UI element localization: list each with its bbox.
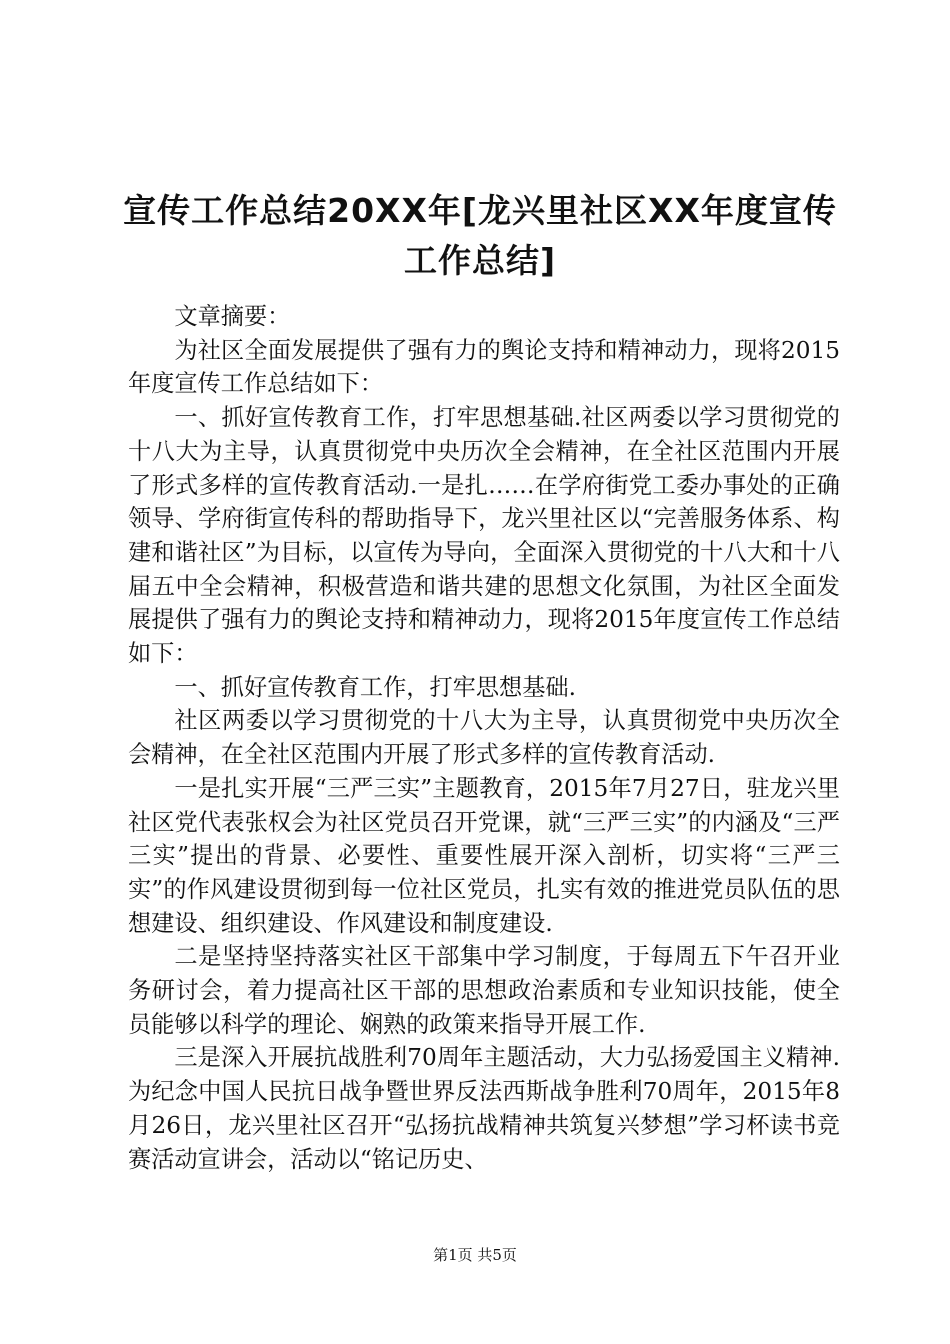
paragraph: 一、抓好宣传教育工作，打牢思想基础. [174,673,576,701]
paragraph: 三是深入开展抗战胜利70周年主题活动，大力弘扬爱国主义精神.为纪念中国人民抗日战争暨世界反法西斯战争胜利70周年，2015年8月26日，龙兴里社区召开“弘扬抗战精神共筑复兴梦想”学习杯读书竞赛活动宣讲会，活动以“铭记历史、 [128,1044,840,1173]
paragraph: 为社区全面发展提供了强有力的舆论支持和精神动力，现将2015年度宣传工作总结如下： [128,336,840,398]
document-body [128,300,840,1176]
page-number-footer: 第1页 共5页 [433,1246,517,1264]
paragraph: 二是坚持坚持落实社区干部集中学习制度，于每周五下午召开业务研讨会，着力提高社区干部的思想政治素质和专业知识技能，使全员能够以科学的理论、娴熟的政策来指导开展工作. [128,943,840,1038]
paragraph: 一是扎实开展“三严三实”主题教育，2015年7月27日，驻龙兴里社区党代表张权会为社区党员召开党课，就“三严三实”的内涵及“三严三实”提出的背景、必要性、重要性展开深入剖析，切实将“三严三实”的作风建设贯彻到每一位社区党员，扎实有效的推进党员队伍的思想建设、组织建设、作风建设和制度建设. [128,774,840,937]
paragraph: 文章摘要： [174,303,291,330]
paragraph: 一、抓好宣传教育工作，打牢思想基础.社区两委以学习贯彻党的十八大为主导，认真贯彻党中央历次全会精神，在全社区范围内开展了形式多样的宣传教育活动.一是扎……在学府街党工委办事处的正确领导、学府街宣传科的帮助指导下，龙兴里社区以“完善服务体系、构建和谐社区”为目标，以宣传为导向，全面深入贯彻党的十八大和十八届五中全会精神，积极营造和谐共建的思想文化氛围，为社区全面发展提供了强有力的舆论支持和精神动力，现将2015年度宣传工作总结如下： [128,404,840,668]
paragraph: 社区两委以学习贯彻党的十八大为主导，认真贯彻党中央历次全会精神，在全社区范围内开展了形式多样的宣传教育活动. [128,707,840,769]
document-title: 宣传工作总结20XX年[龙兴里社区XX年度宣传工作总结] [123,191,837,280]
